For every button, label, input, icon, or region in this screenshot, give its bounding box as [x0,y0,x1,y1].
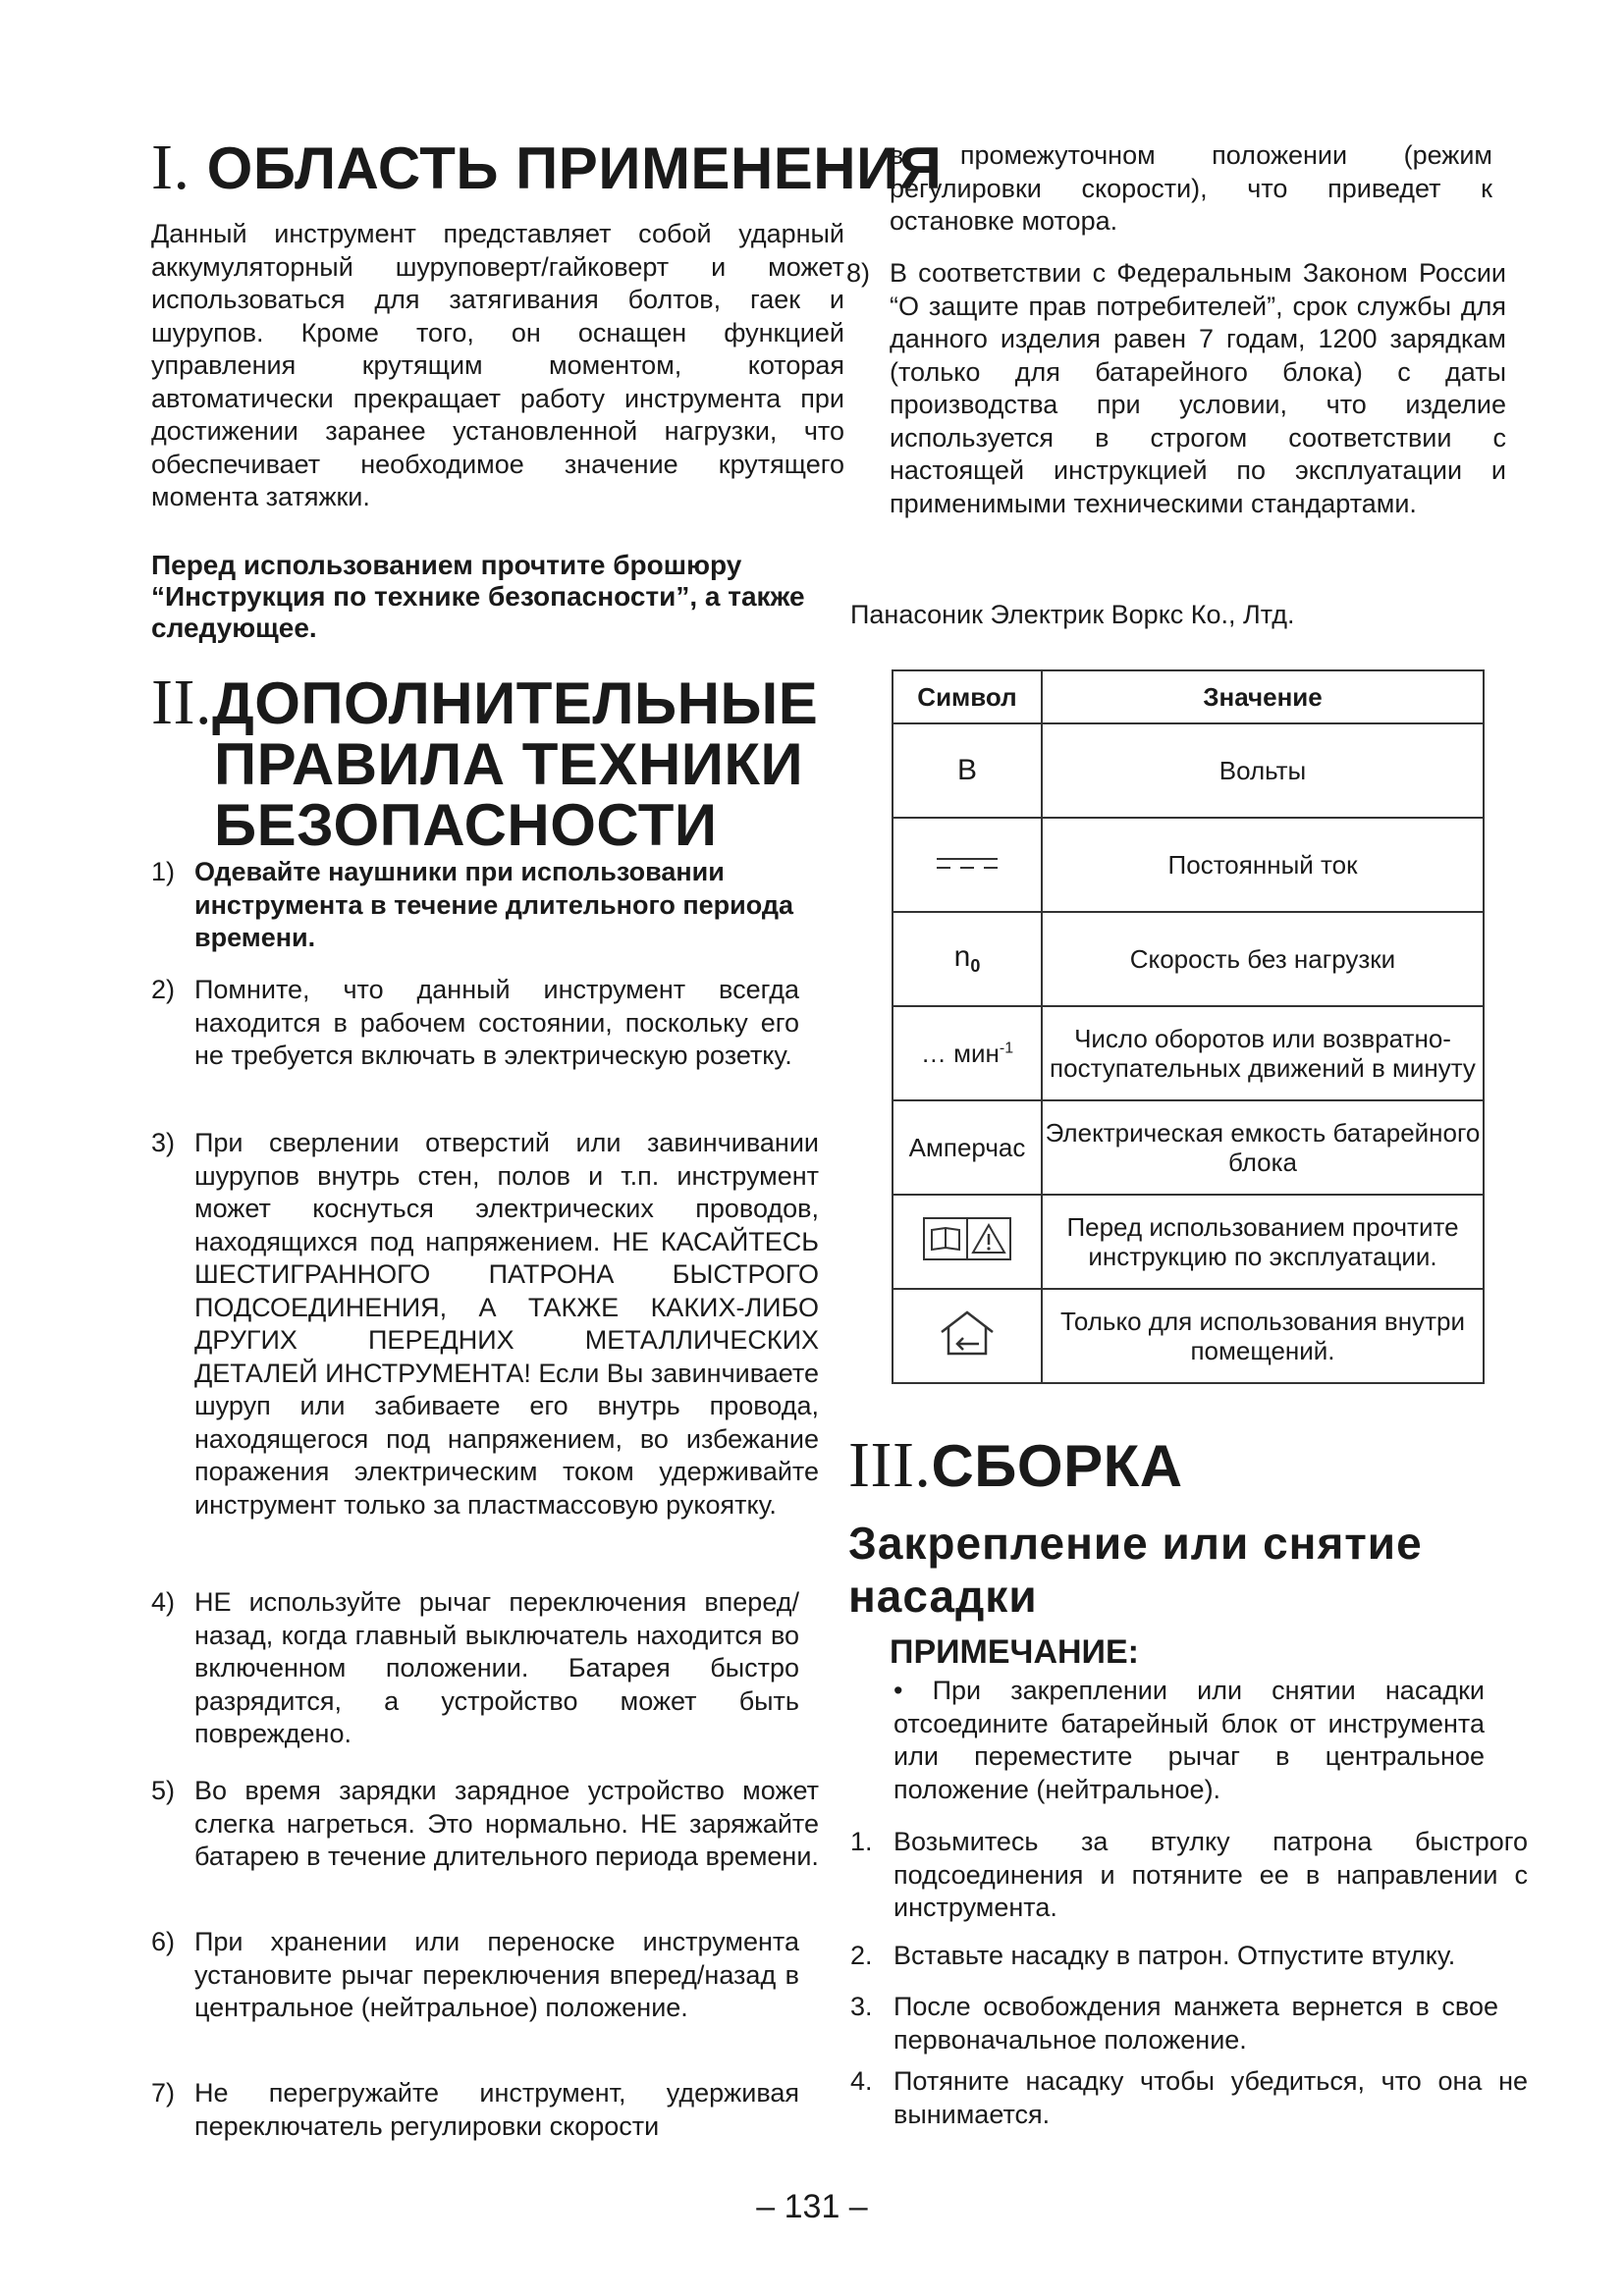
symbol-cell [893,1195,1042,1289]
meaning-cell: Только для использования внутри помещений. [1042,1289,1484,1383]
section-2-title-line-1: ДОПОЛНИТЕЛЬНЫЕ [211,670,819,736]
step-number: 4. [850,2066,873,2096]
symbol-cell [893,818,1042,912]
table-row [893,723,1484,818]
step-text: Потяните насадку чтобы убедиться, что она не вынимается. [893,2066,1528,2129]
step-2 [850,1940,1538,1973]
section-1-title: ОБЛАСТЬ ПРИМЕНЕНИЯ [206,135,943,201]
per-minute-symbol: … мин [920,1038,1000,1068]
symbol-superscript: -1 [999,1039,1014,1056]
meaning-cell: Число оборотов или возвратно-поступательных движений в минуту [1042,1006,1484,1100]
meaning-cell: Перед использованием прочтите инструкцию по эксплуатации. [1042,1195,1484,1289]
section-1-numeral: I. [151,132,190,203]
table-header-row [893,670,1484,723]
table-row [893,1006,1484,1100]
section-3-numeral: III. [848,1429,932,1501]
step-number: 2. [850,1941,873,1970]
rule-number: 5) [151,1776,176,1805]
rule-number: 6) [151,1927,176,1956]
symbol-cell [893,1289,1042,1383]
step-3 [850,1991,1498,2056]
section-3-heading [848,1429,1183,1501]
rule-number: 8) [846,258,871,288]
step-text: Вставьте насадку в патрон. Отпустите втулку. [893,1941,1456,1970]
symbol-cell [893,912,1042,1006]
rule-text: В соответствии с Федеральным Законом России “О защите прав потребителей”, срок службы для данного изделия равен 7 годам, 1200 зарядкам (только для батарейного блока) с даты производства при условии, что изделие используется в строгом соответствии с настоящей инструкцией по эксплуатации и применимыми техническими стандартами. [890,258,1506,518]
meaning-cell: Скорость без нагрузки [1042,912,1484,1006]
table-row [893,912,1484,1006]
table-row [893,1195,1484,1289]
symbol-column-header: Символ [893,670,1042,723]
section-3-title: СБОРКА [931,1433,1183,1499]
rule-3 [151,1127,819,1522]
meaning-cell: Электрическая емкость батарейного блока [1042,1100,1484,1195]
step-1 [850,1826,1528,1925]
bit-attach-heading-line-2: насадки [848,1571,1038,1622]
rule-number: 3) [151,1128,176,1157]
rule-text: При хранении или переноске инструмента установите рычаг переключения вперед/назад в центральное (нейтральное) положение. [194,1927,799,2022]
section-2-title-line-2: ПРАВИЛА ТЕХНИКИ [214,731,804,797]
rule-5 [151,1775,819,1874]
read-manual-warning-icon [922,1216,1012,1261]
rule-text: НЕ используйте рычаг переключения вперед/назад, когда главный выключатель находится во включенном положении. Батарея быстро разрядится, а устройство может быть повреждено. [194,1587,799,1748]
rule-8 [846,257,1506,520]
rule-text: Помните, что данный инструмент всегда находится в рабочем состоянии, поскольку его не требуется включать в электрическую розетку. [194,975,799,1070]
note-text: • При закреплении или снятии насадки отсоедините батарейный блок от инструмента или переместите рычаг в центральное положение (нейтральное). [893,1676,1485,1804]
rule-1 [151,856,819,955]
rule-text: При сверлении отверстий или завинчивании шурупов внутрь стен, полов и т.п. инструмент может коснуться электрических проводов, находящихся под напряжением. НЕ КАСАЙТЕСЬ ШЕСТИГРАННОГО ПАТРОНА БЫСТРОГО ПОДСОЕДИНЕНИЯ, А ТАКЖЕ КАКИХ-ЛИБО ДРУГИХ ПЕРЕДНИХ МЕТАЛЛИЧЕСКИХ ДЕТАЛЕЙ ИНСТРУМЕНТА! Если Вы завинчиваете шуруп или забиваете его внутрь провода, находящегося под напряжением, во избежание поражения электрическим током удерживайте инструмент только за пластмассовую рукоятку. [194,1128,819,1520]
symbol-cell [893,1006,1042,1100]
section-2-title-line-3: БЕЗОПАСНОСТИ [214,792,718,858]
rule-2 [151,974,799,1073]
step-text: После освобождения манжета вернется в свое первоначальное положение. [893,1992,1498,2055]
step-number: 3. [850,1992,873,2021]
step-text: Возьмитесь за втулку патрона быстрого подсоединения и потяните ее в направлении с инструмента. [893,1827,1528,1922]
ampere-hour-symbol: Амперчас [908,1132,1026,1162]
rule-7 [151,2077,799,2143]
section-2-heading [151,667,819,858]
rule-text: Не перегружайте инструмент, удерживая переключатель регулировки скорости [194,2078,799,2141]
symbol-cell [893,1100,1042,1195]
rule-number: 2) [151,975,176,1004]
direct-current-icon [933,854,1001,874]
step-4 [850,2065,1528,2131]
rule-number: 1) [151,857,176,886]
section-2-numeral: II. [151,667,212,738]
note-heading: ПРИМЕЧАНИЕ: [890,1633,1139,1671]
rule-7-continued: в промежуточном положении (режим регулировки скорости), что приведет к остановке мотора. [890,140,1492,236]
table-row [893,1289,1484,1383]
bit-attach-heading-line-1: Закрепление или снятие [848,1518,1423,1569]
indoor-use-only-icon [936,1307,999,1360]
rule-text: Во время зарядки зарядное устройство может слегка нагреться. Это нормально. НЕ заряжайте батарею в течение длительного периода времени. [194,1776,819,1871]
table-row [893,818,1484,912]
section-1-intro: Данный инструмент представляет собой ударный аккумуляторный шуруповерт/гайковерт и может использоваться для затягивания болтов, гаек и шурупов. Кроме того, он оснащен функцией управления крутящим моментом, которая автоматически прекращает работу инструмента при достижении заранее установленной нагрузки, что обеспечивает необходимое значение крутящего момента затяжки. [151,219,844,511]
section-1-heading [151,132,943,203]
symbol-subscript: 0 [970,956,981,977]
volt-symbol: В [956,754,977,786]
table-row [893,1100,1484,1195]
symbol-cell [893,723,1042,818]
rule-text: Одевайте наушники при использовании инструмента в течение длительного периода времени. [194,857,794,952]
safety-brochure-warning: Перед использованием прочтите брошюру “Инструкция по технике безопасности”, а также следующее. [151,550,805,643]
no-load-speed-symbol: n [953,940,971,974]
meaning-cell: Постоянный ток [1042,818,1484,912]
rule-number: 4) [151,1587,176,1617]
rule-4 [151,1586,799,1751]
company-name: Панасоник Электрик Воркс Ко., Лтд. [850,600,1295,629]
symbols-table [892,669,1485,1384]
rule-number: 7) [151,2078,176,2108]
meaning-cell: Вольты [1042,723,1484,818]
page-number: – 131 – [756,2188,868,2225]
step-number: 1. [850,1827,873,1856]
meaning-column-header: Значение [1042,670,1484,723]
rule-6 [151,1926,799,2025]
